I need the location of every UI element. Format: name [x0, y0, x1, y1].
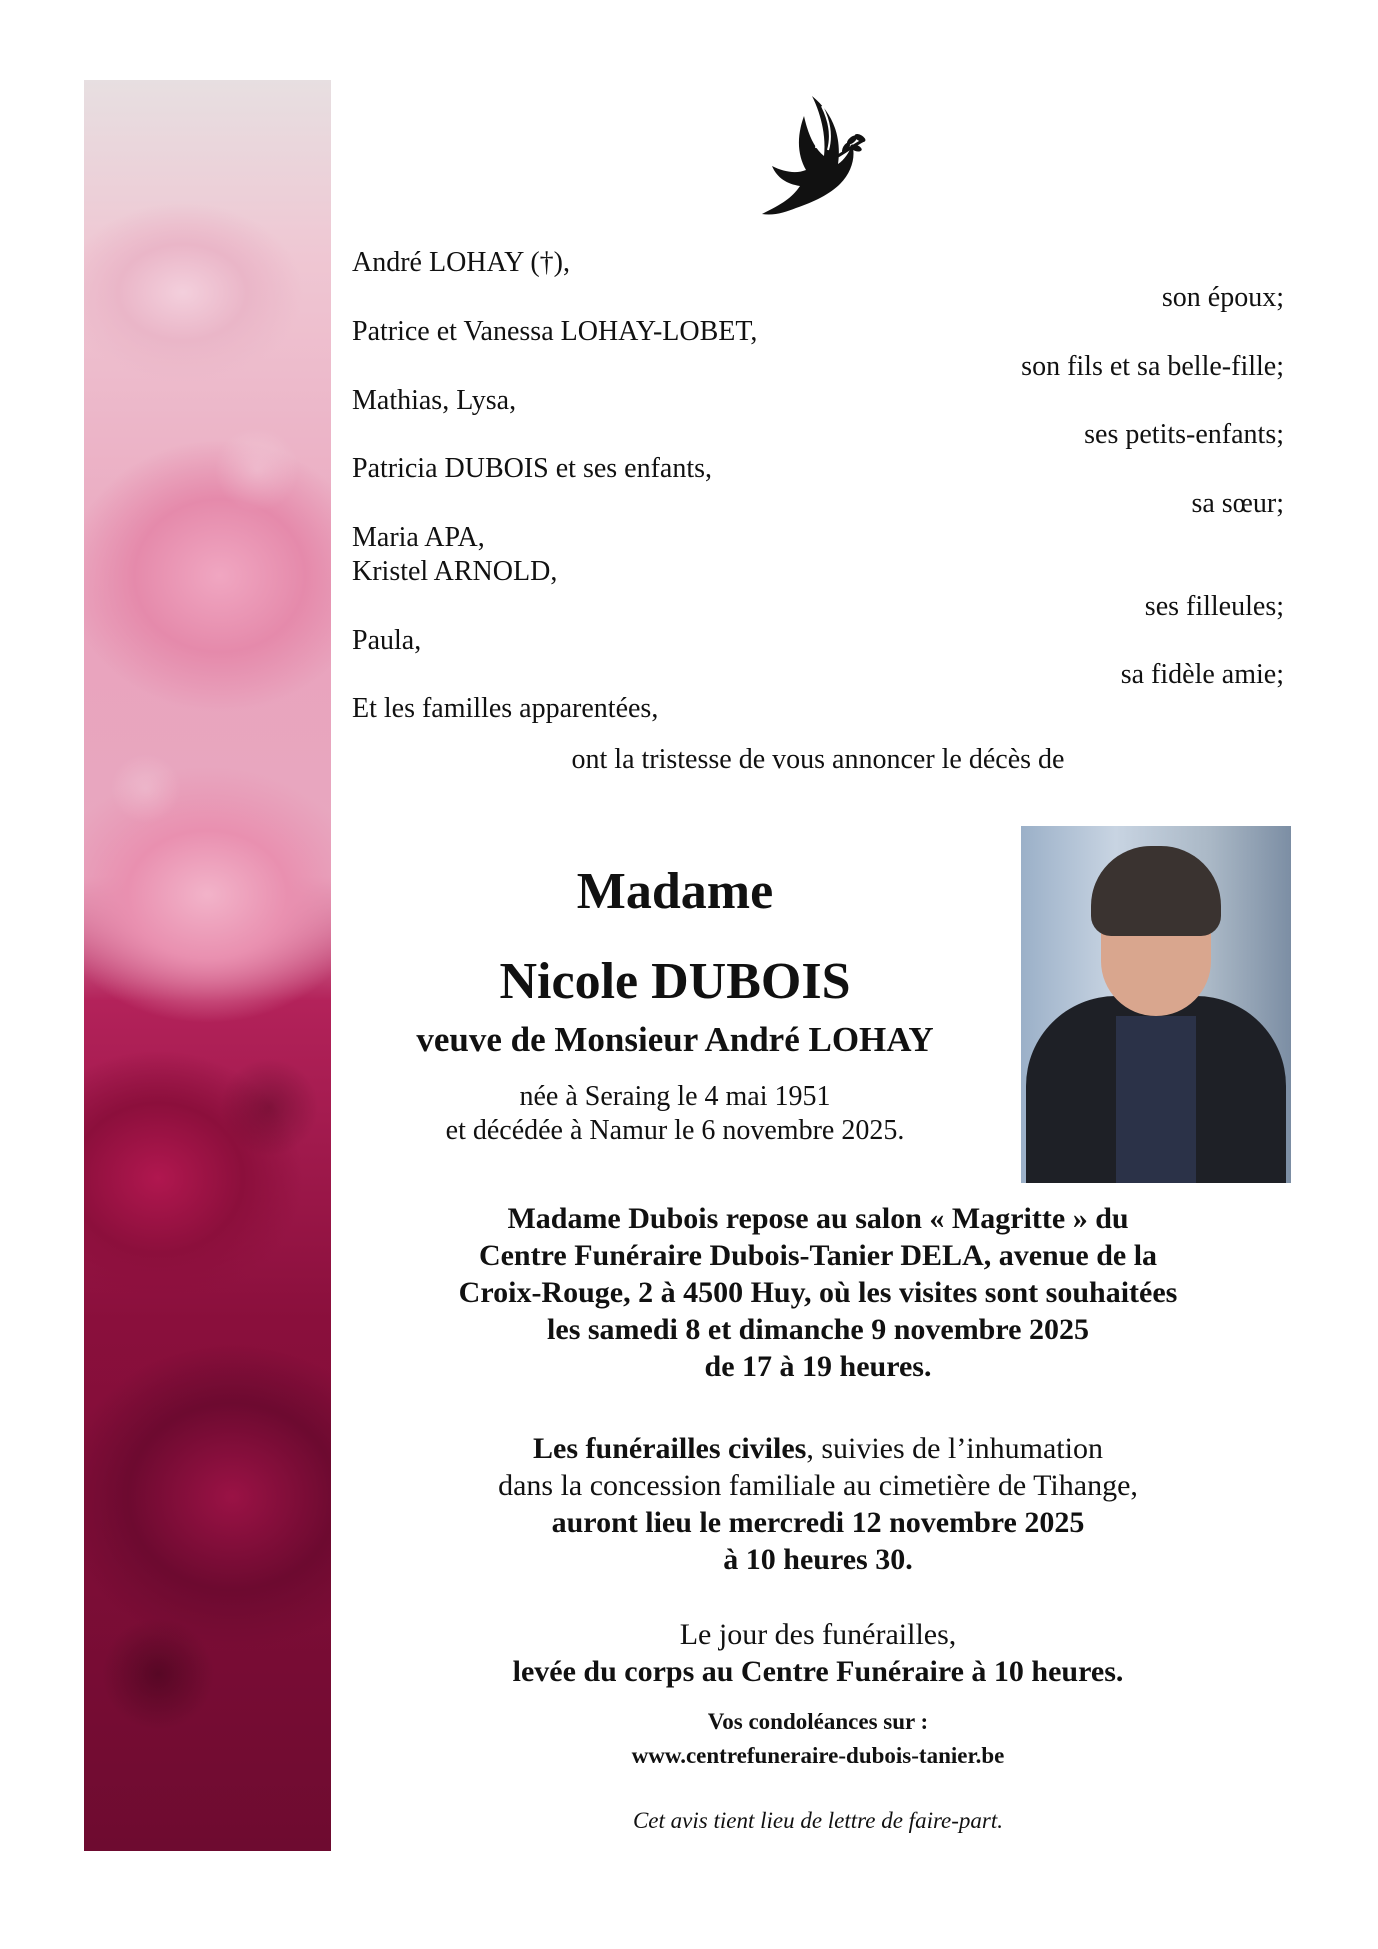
born-line: née à Seraing le 4 mai 1951 — [519, 1081, 831, 1112]
funeral-day-info — [352, 1616, 1284, 1690]
funeral-line-3: auront lieu le mercredi 12 novembre 2025 — [551, 1506, 1085, 1539]
footer-note: Cet avis tient lieu de lettre de faire-part. — [632, 1808, 1004, 1833]
condolences-url[interactable]: www.centrefuneraire-dubois-tanier.be — [631, 1743, 1005, 1768]
family-relation-5: ses filleules; — [1144, 591, 1284, 622]
family-relation-1: son époux; — [1161, 282, 1284, 313]
funeral-bold: Les funérailles civiles — [533, 1432, 807, 1465]
flower-image-strip — [84, 80, 331, 1851]
visit-line-1: Madame Dubois repose au salon « Magritte » du — [507, 1202, 1129, 1235]
visit-line-2: Centre Funéraire Dubois-Tanier DELA, avenue de la — [478, 1239, 1158, 1272]
condolences-label: Vos condoléances sur : — [707, 1709, 929, 1734]
deceased-title: Madame — [576, 863, 774, 920]
funeral-line-4: à 10 heures 30. — [723, 1543, 913, 1576]
visit-line-5: de 17 à 19 heures. — [704, 1350, 932, 1383]
family-name-5: Maria APA, — [352, 522, 485, 553]
deceased-photo — [1021, 826, 1291, 1183]
funeral-line-1-rest: , suivies de l’inhumation — [806, 1432, 1103, 1465]
day-line-2: levée du corps au Centre Funéraire à 10 heures. — [512, 1655, 1124, 1688]
dove-icon — [752, 86, 872, 231]
family-relation-2: son fils et sa belle-fille; — [1021, 351, 1284, 382]
condolences — [352, 1705, 1284, 1773]
widow-of: veuve de Monsieur André LOHAY — [416, 1020, 934, 1059]
funeral-info — [352, 1430, 1284, 1578]
day-line-1: Le jour des funérailles, — [679, 1618, 957, 1651]
family-name-2: Patrice et Vanessa LOHAY-LOBET, — [352, 316, 758, 347]
deceased-name: Nicole DUBOIS — [499, 953, 851, 1010]
family-name-6: Paula, — [352, 625, 422, 656]
family-relation-4: sa sœur; — [1191, 488, 1284, 519]
family-name-4: Patricia DUBOIS et ses enfants, — [352, 453, 713, 484]
family-name-5b: Kristel ARNOLD, — [352, 556, 558, 587]
family-relation-6: sa fidèle amie; — [1120, 659, 1284, 690]
funeral-line-2: dans la concession familiale au cimetière de Tihange, — [498, 1469, 1138, 1502]
family-name-1: André LOHAY (†), — [352, 247, 570, 278]
died-line: et décédée à Namur le 6 novembre 2025. — [445, 1115, 905, 1146]
family-name-3: Mathias, Lysa, — [352, 385, 517, 416]
visit-info — [352, 1200, 1284, 1385]
family-name-7: Et les familles apparentées, — [352, 693, 659, 724]
announcement: ont la tristesse de vous annoncer le décès de — [571, 744, 1065, 775]
birth-death-dates — [330, 1080, 1020, 1148]
family-relation-3: ses petits-enfants; — [1084, 419, 1284, 450]
visit-line-4: les samedi 8 et dimanche 9 novembre 2025 — [547, 1313, 1089, 1346]
visit-line-3: Croix-Rouge, 2 à 4500 Huy, où les visites sont souhaitées — [458, 1276, 1178, 1309]
